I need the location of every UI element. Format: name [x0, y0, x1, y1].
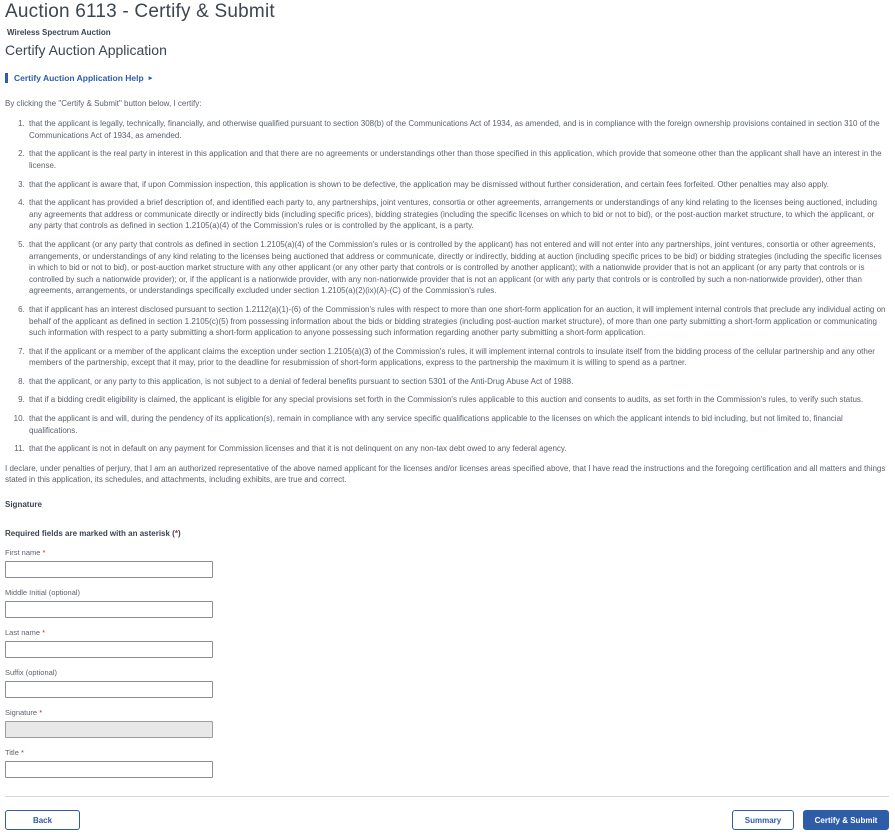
help-link-label: Certify Auction Application Help [14, 73, 144, 83]
suffix-field-group [5, 668, 889, 698]
last-name-input[interactable] [5, 641, 213, 658]
first-name-label: First name * [5, 548, 46, 558]
section-title: Certify Auction Application [5, 42, 167, 58]
certification-item-4: 4. that the applicant has provided a brief description of, and identified each party to, any partnerships, joint ventures, consortia or other agreements, arrangements or understandings of any kind relating to the licenses being auctioned, including any agreements that address or communicate directly or indirectly bids (including specific prices), bidding strategies (including the specific licenses on which to bid or not to bid), or the post-auction market structure, to which the applicant, or any party that controls as defined in section 1.2105(a)(4) of the Commission's rules or is controlled by the applicant, is a party. [27, 197, 889, 232]
title-input[interactable] [5, 761, 213, 778]
chevron-right-icon: ▸ [148, 75, 153, 82]
signature-field-group [5, 708, 889, 738]
title-label: Title * [5, 748, 24, 758]
page-title: Auction 6113 - Certify & Submit [5, 1, 275, 22]
certification-item-5: 5. that the applicant (or any party that controls as defined in section 1.2105(a)(4) of the Commission's rules or is controlled by the applicant) has not entered and will not enter into any partnerships, joint ventures, consortia or other agreements, arrangements, or understandings of any kind relating to the licenses being auctioned that address or communicate, directly or indirectly, bidding at auction (including specific prices to be bid) or bidding strategies (including the specific licenses in which to bid or not to bid), or post-auction market structure with any other applicant (or any other party that controls or is controlled by another applicant); with a nationwide provider that is not an applicant (or any party that controls or is controlled by such a nationwide provider); or, if the applicant is a nationwide provider, with any non-nationwide provider that is not an applicant (or with any party that controls or is controlled by such a non-nationwide provider), other than agreements, arrangements, or understandings specifically excluded under section 1.2105(a)(2)(ix)(A)-(C) of the Commission's rules. [27, 239, 889, 297]
required-asterisk: * [18, 748, 24, 758]
certification-item-2: 2. that the applicant is the real party in interest in this application and that there are no agreements or understandings other than those specified in this application, which provide that someone other than the applicant shall have an interest in the license. [27, 148, 889, 171]
signature-form [5, 548, 889, 778]
certification-item-9: 9. that if a bidding credit eligibility is claimed, the applicant is eligible for any special provisions set forth in the Commission's rules applicable to this auction and consents to audits, as set forth in the Commission's rules, to verify such status. [27, 394, 889, 406]
middle-initial-label: Middle Initial (optional) [5, 588, 81, 598]
back-button[interactable]: Back [5, 810, 80, 830]
certification-item-10: 10. that the applicant is and will, during the pendency of its application(s), remain in compliance with any service specific qualifications applicable to the licenses on which the applicant intends to bid including, but not limited to, financial qualifications. [27, 413, 889, 436]
certification-item-3: 3. that the applicant is aware that, if upon Commission inspection, this application is shown to be defective, the application may be dismissed without further consideration, and certain fees forfeited. Other penalties may also apply. [27, 179, 889, 191]
suffix-input[interactable] [5, 681, 213, 698]
auction-name: Wireless Spectrum Auction [7, 28, 111, 37]
certification-list [5, 118, 889, 455]
signature-input [5, 721, 213, 738]
required-asterisk: * [40, 628, 46, 638]
required-asterisk: * [37, 708, 43, 718]
certification-item-1: 1. that the applicant is legally, technically, financially, and otherwise qualified pursuant to section 308(b) of the Communications Act of 1934, as amended, and is in compliance with the foreign ownership provisions contained in section 310 of the Communications Act of 1934, as amended. [27, 118, 889, 141]
certify-application-help-link[interactable] [5, 73, 152, 83]
required-asterisk: * [174, 529, 178, 539]
footer-right-actions [732, 810, 889, 830]
last-name-label: Last name * [5, 628, 46, 638]
signature-heading: Signature [5, 500, 42, 510]
certification-intro: By clicking the "Certify & Submit" button below, I certify: [5, 99, 202, 108]
middle-initial-input[interactable] [5, 601, 213, 618]
certify-submit-button[interactable]: Certify & Submit [803, 810, 889, 830]
required-fields-note [5, 529, 889, 538]
required-note-close: ) [177, 529, 181, 539]
certification-item-6: 6. that if applicant has an interest disclosed pursuant to section 1.2112(a)(1)-(6) of the Commission's rules with respect to more than one short-form application for an auction, it will implement internal controls that preclude any individual acting on behalf of the applicant as defined in section 1.2105(c)(5) from possessing information about the bids or bidding strategies (including post-auction market structure), of more than one party submitting a short-form application or communicating such information with respect to a party submitting a short-form application to anyone possessing such information regarding another party submitting a short-form application. [27, 304, 889, 339]
footer-actions [5, 796, 889, 836]
certification-item-11: 11. that the applicant is not in default on any payment for Commission licenses and that it is not delinquent on any non-tax debt owed to any federal agency. [27, 443, 889, 455]
certification-item-7: 7. that if the applicant or a member of the applicant claims the exception under section 1.2105(a)(3) of the Commission's rules, it will implement internal controls to insulate itself from the bidding process of the cellular partnership and any other members of the partnership, except that it may, prior to the deadline for resubmission of short-form applications, express to the partnership the maximum it is willing to spend as a partner. [27, 346, 889, 369]
last-name-field-group [5, 628, 889, 658]
signature-label: Signature * [5, 708, 43, 718]
first-name-field-group [5, 548, 889, 578]
first-name-input[interactable] [5, 561, 213, 578]
title-field-group [5, 748, 889, 778]
required-asterisk: * [40, 548, 46, 558]
declaration-text: I declare, under penalties of perjury, that I am an authorized representative of the above named applicant for the licenses and/or licenses areas specified above, that I have read the instructions and the foregoing certification and all matters and things stated in this application, its schedules, and attachments, including exhibits, are true and correct. [5, 463, 886, 485]
certification-item-8: 8. that the applicant, or any party to this application, is not subject to a denial of federal benefits pursuant to section 5301 of the Anti-Drug Abuse Act of 1988. [27, 376, 889, 388]
summary-button[interactable]: Summary [732, 810, 794, 830]
middle-initial-field-group [5, 588, 889, 618]
required-note-text: Required fields are marked with an asterisk ( [5, 529, 175, 539]
suffix-label: Suffix (optional) [5, 668, 57, 678]
